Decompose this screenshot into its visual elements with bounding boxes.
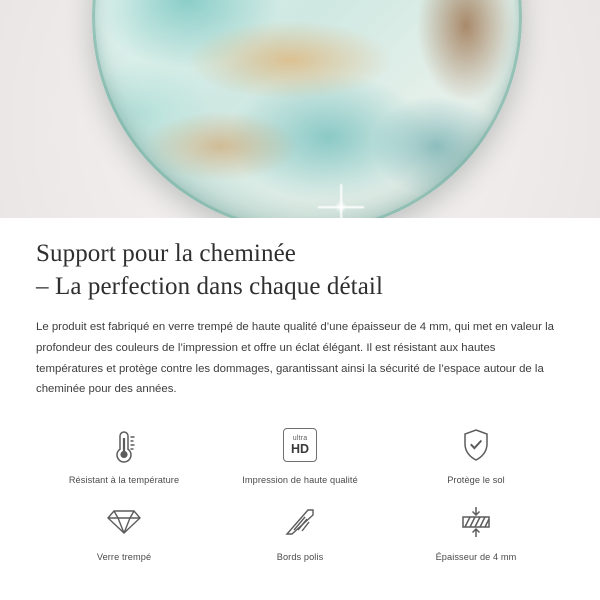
content-section xyxy=(0,218,600,562)
feature-item-temperature xyxy=(36,424,212,485)
feature-item-tempered-glass xyxy=(36,501,212,562)
thickness-arrows-icon xyxy=(457,501,495,543)
feature-label: Protège le sol xyxy=(447,475,505,485)
ultra-hd-icon xyxy=(283,424,317,466)
feature-item-print-quality xyxy=(212,424,388,485)
ultra-hd-badge-bottom: HD xyxy=(290,441,310,456)
glass-plate-image xyxy=(92,0,522,218)
feature-label: Bords polis xyxy=(276,552,324,562)
feature-grid xyxy=(36,424,564,562)
feature-item-polished-edges xyxy=(212,501,388,562)
shield-check-icon xyxy=(459,424,493,466)
feature-label: Résistant à la température xyxy=(68,475,180,485)
ultra-hd-badge-top: ultra xyxy=(292,434,308,442)
feature-label: Épaisseur de 4 mm xyxy=(435,552,517,562)
description-paragraph: Le produit est fabriqué en verre trempé de haute qualité d’une épaisseur de 4 mm, qui met en valeur la profondeur des couleurs de l’impression et offre un éclat élégant. Il est résistant aux hautes températures et protège contre les dommages, garantissant ainsi la sécurité de l’espace autour de la cheminée pour des années. xyxy=(36,321,554,396)
headline-line-1: Support pour la cheminée xyxy=(36,240,296,267)
headline-line-2: – La perfection dans chaque détail xyxy=(36,272,383,300)
feature-label: Verre trempé xyxy=(96,552,152,562)
page-title xyxy=(36,238,564,303)
feature-item-floor-protection xyxy=(388,424,564,485)
hero-product-image xyxy=(0,0,600,218)
feature-label: Impression de haute qualité xyxy=(242,475,358,485)
polished-edges-icon xyxy=(283,501,317,543)
feature-item-thickness xyxy=(388,501,564,562)
thermometer-icon xyxy=(107,424,141,466)
diamond-icon xyxy=(105,501,143,543)
